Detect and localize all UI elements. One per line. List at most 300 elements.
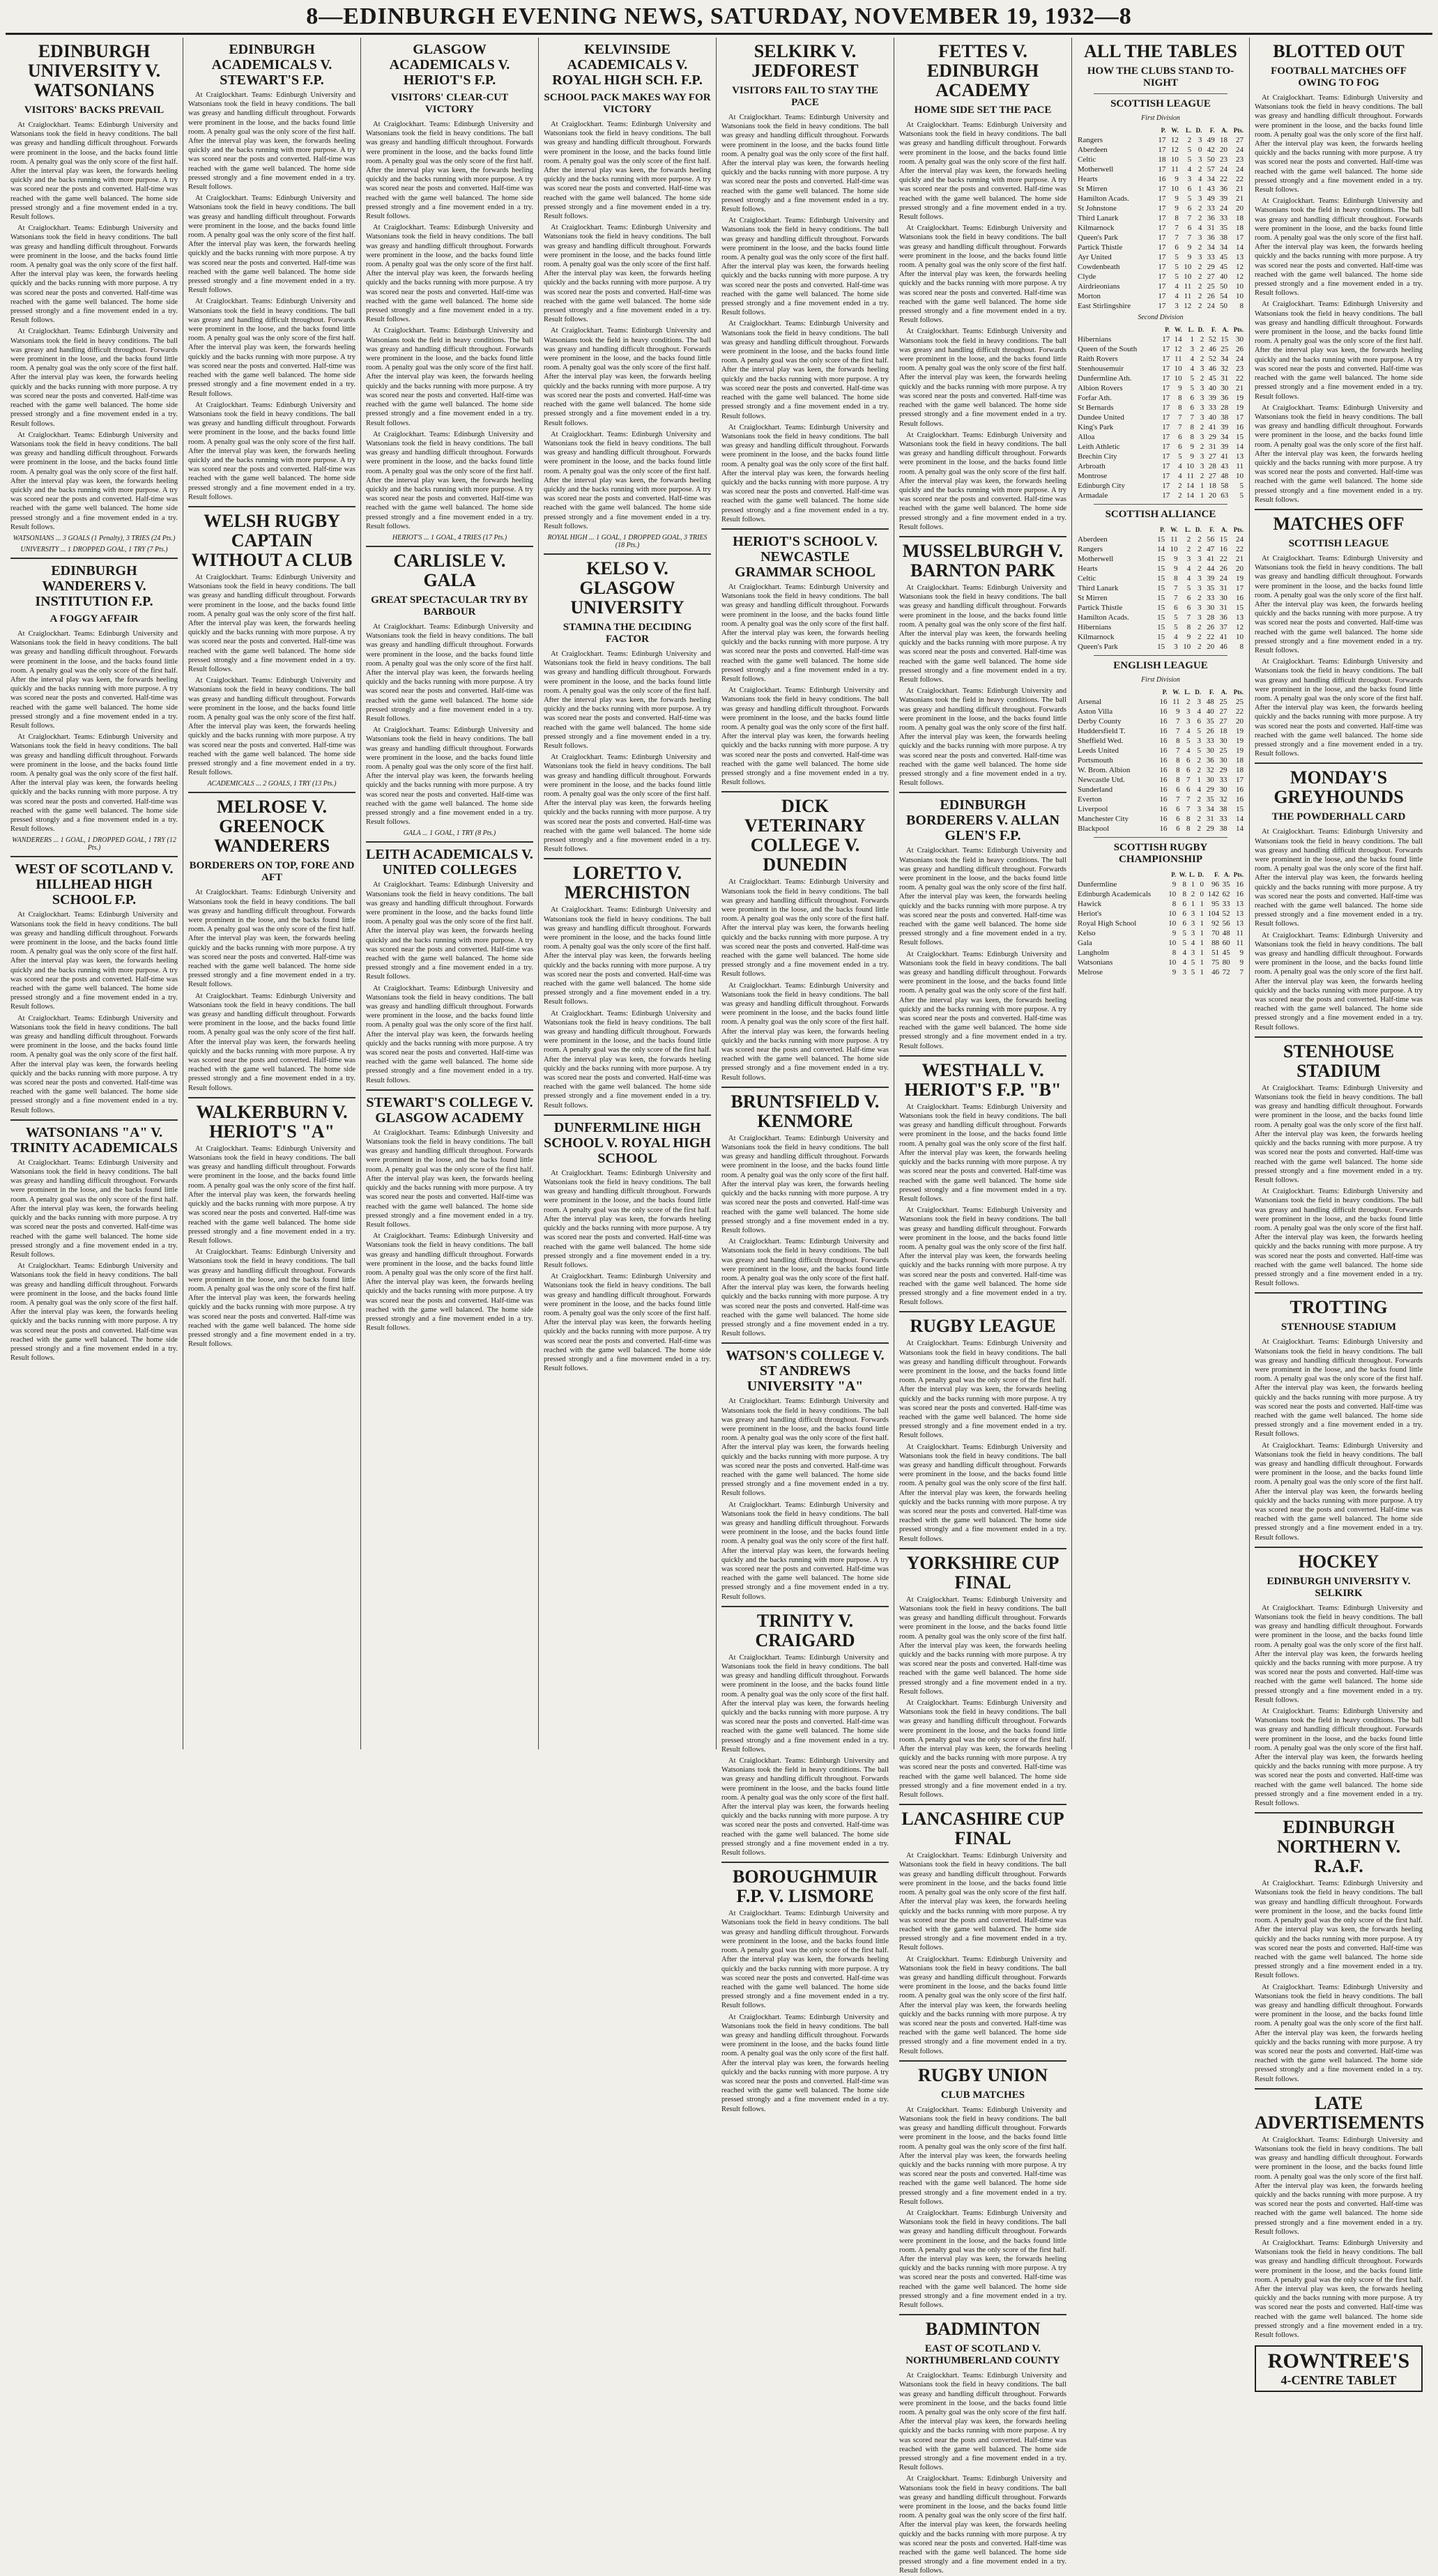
article-paragraph: At Craiglockhart. Teams: Edinburgh University and Watsonians took the field in heavy conditions. The ball was greasy and handling difficult throughout. Forwards were prominent in the loose, and the backs found little room. A penalty goal was the only score of the first half. After the interval play was keen, the forwards heeling quickly and the backs running with more purpose. A try was scored near the posts and converted. Half-time was reached with the game well balanced. The home side pressed strongly and a fine movement ended in a try. Result follows.: [10, 1158, 178, 1259]
article-headline: DICK VETERINARY COLLEGE V. DUNEDIN: [744, 796, 866, 875]
table-cell: 8: [1178, 404, 1182, 412]
article-divider: [188, 792, 355, 793]
table-cell: 4: [1186, 565, 1191, 573]
table-cell: 2: [1197, 815, 1201, 823]
table-cell: 33: [1220, 214, 1228, 222]
table-cell: 4: [1175, 292, 1179, 300]
table-cell: 49: [1207, 136, 1215, 144]
table-cell: 22: [1236, 545, 1244, 553]
table-cell: 4: [1182, 958, 1187, 967]
article-paragraph: At Craiglockhart. Teams: Edinburgh University and Watsonians took the field in heavy conditions. The ball was greasy and handling difficult throughout. Forwards were prominent in the loose, and the backs found little room. A penalty goal was the only score of the first half. After the interval play was keen, the forwards heeling quickly and the backs running with more purpose. A try was scored near the posts and converted. Half-time was reached with the game well balanced. The home side pressed strongly and a fine movement ended in a try. Result follows.: [899, 1103, 1066, 1203]
article-body: [899, 2106, 1066, 2310]
table-cell: 8: [1186, 623, 1191, 631]
table-cell: Blackpool: [1078, 825, 1110, 833]
table-cell: 30: [1219, 756, 1227, 765]
table-row: [1077, 262, 1244, 272]
article-subhead: BORDERERS ON TOP, FORE AND AFT: [189, 860, 355, 884]
divider: [1094, 93, 1227, 94]
article-paragraph: At Craiglockhart. Teams: Edinburgh University and Watsonians took the field in heavy conditions. The ball was greasy and handling difficult throughout. Forwards were prominent in the loose, and the backs found little room. A penalty goal was the only score of the first half. After the interval play was keen, the forwards heeling quickly and the backs running with more purpose. A try was scored near the posts and converted. Half-time was reached with the game well balanced. The home side pressed strongly and a fine movement ended in a try. Result follows.: [899, 847, 1066, 947]
article-headline: KELVINSIDE ACADEMICALS V. ROYAL HIGH SCH. F.P.: [552, 42, 703, 88]
table-header-cell: D.: [1195, 689, 1201, 696]
article-divider: [366, 1089, 533, 1091]
table-cell: 18: [1220, 136, 1228, 144]
article-paragraph: At Craiglockhart. Teams: Edinburgh University and Watsonians took the field in heavy conditions. The ball was greasy and handling difficult throughout. Forwards were prominent in the loose, and the backs found little room. A penalty goal was the only score of the first half. After the interval play was keen, the forwards heeling quickly and the backs running with more purpose. A try was scored near the posts and converted. Half-time was reached with the game well balanced. The home side pressed strongly and a fine movement ended in a try. Result follows.: [1255, 1983, 1423, 2083]
table-cell: 40: [1220, 273, 1228, 281]
table-cell: 16: [1159, 795, 1168, 804]
table-cell: 13: [1236, 613, 1244, 622]
table-cell: Aberdeen: [1078, 146, 1108, 154]
table-cell: 36: [1207, 214, 1215, 222]
table-cell: 31: [1208, 443, 1216, 451]
divider: [1094, 837, 1227, 838]
table-row: [1077, 756, 1244, 765]
table-row: [1077, 194, 1244, 204]
article-paragraph: At Craiglockhart. Teams: Edinburgh University and Watsonians took the field in heavy conditions. The ball was greasy and handling difficult throughout. Forwards were prominent in the loose, and the backs found little room. A penalty goal was the only score of the first half. After the interval play was keen, the forwards heeling quickly and the backs running with more purpose. A try was scored near the posts and converted. Half-time was reached with the game well balanced. The home side pressed strongly and a fine movement ended in a try. Result follows.: [1255, 554, 1423, 654]
table-cell: 9: [1186, 633, 1191, 641]
article-divider: [10, 558, 178, 559]
table-cell: 2: [1197, 766, 1201, 774]
table-cell: 27: [1208, 472, 1216, 480]
table-cell: Montrose: [1078, 472, 1108, 480]
table-cell: 48: [1206, 698, 1214, 706]
table-row: [1077, 775, 1244, 785]
table-row: [1077, 374, 1244, 383]
article-headline: STEWART'S COLLEGE V. GLASGOW ACADEMY: [366, 1094, 533, 1126]
table-row: [1077, 726, 1244, 736]
table-cell: 15: [1157, 633, 1165, 641]
table-cell: Third Lanark: [1078, 584, 1119, 592]
table-cell: 9: [1187, 243, 1192, 252]
article-paragraph: At Craiglockhart. Teams: Edinburgh University and Watsonians took the field in heavy conditions. The ball was greasy and handling difficult throughout. Forwards were prominent in the loose, and the backs found little room. A penalty goal was the only score of the first half. After the interval play was keen, the forwards heeling quickly and the backs running with more purpose. A try was scored near the posts and converted. Half-time was reached with the game well balanced. The home side pressed strongly and a fine movement ended in a try. Result follows.: [721, 423, 889, 523]
table-cell: 5: [1175, 273, 1179, 281]
table-cell: 3: [1200, 452, 1204, 461]
table-row: [1077, 603, 1244, 613]
table-cell: 24: [1236, 146, 1244, 154]
article-subhead: CLUB MATCHES: [940, 2089, 1025, 2101]
table-header-cell: P.: [1160, 526, 1165, 533]
table-cell: 35: [1206, 717, 1214, 726]
table-cell: 3: [1198, 574, 1202, 583]
column-6: [894, 38, 1072, 2575]
table-cell: 16: [1236, 423, 1244, 431]
article-divider: [721, 1862, 889, 1863]
article-paragraph: At Craiglockhart. Teams: Edinburgh University and Watsonians took the field in heavy conditions. The ball was greasy and handling difficult throughout. Forwards were prominent in the loose, and the backs found little room. A penalty goal was the only score of the first half. After the interval play was keen, the forwards heeling quickly and the backs running with more purpose. A try was scored near the posts and converted. Half-time was reached with the game well balanced. The home side pressed strongly and a fine movement ended in a try. Result follows.: [188, 401, 355, 501]
table-cell: 3: [1197, 737, 1201, 745]
table-cell: 16: [1159, 717, 1168, 726]
article-divider: [1255, 509, 1423, 510]
table-cell: 30: [1206, 746, 1214, 755]
table-cell: 22: [1236, 374, 1244, 383]
table-row: [1077, 899, 1244, 909]
table-header-row: [1077, 325, 1244, 335]
table-row: [1077, 880, 1244, 889]
article-headline: LATE ADVERTISEMENTS: [1255, 2092, 1425, 2133]
table-cell: 15: [1157, 604, 1165, 612]
table-cell: 36: [1206, 756, 1214, 765]
table-header-cell: A.: [1222, 326, 1229, 333]
table-cell: 15: [1157, 584, 1165, 592]
table-cell: 0: [1200, 890, 1204, 898]
table-cell: St Mirren: [1078, 594, 1108, 602]
table-cell: 7: [1186, 613, 1191, 622]
table-cell: 4: [1197, 785, 1201, 794]
table-cell: 52: [1222, 910, 1230, 918]
table-cell: 26: [1219, 565, 1227, 573]
table-cell: 17: [1236, 233, 1244, 242]
article-paragraph: At Craiglockhart. Teams: Edinburgh University and Watsonians took the field in heavy conditions. The ball was greasy and handling difficult throughout. Forwards were prominent in the loose, and the backs found little room. A penalty goal was the only score of the first half. After the interval play was keen, the forwards heeling quickly and the backs running with more purpose. A try was scored near the posts and converted. Half-time was reached with the game well balanced. The home side pressed strongly and a fine movement ended in a try. Result follows.: [544, 430, 711, 530]
table-cell: 16: [1159, 707, 1168, 716]
table-cell: 10: [1174, 365, 1182, 373]
table-cell: St Mirren: [1078, 185, 1108, 193]
table-cell: 5: [1178, 452, 1182, 461]
table-cell: W. Brom. Albion: [1078, 766, 1131, 774]
article-headline: HERIOT'S SCHOOL V. NEWCASTLE GRAMMAR SCHOOL: [733, 533, 878, 580]
article-paragraph: At Craiglockhart. Teams: Edinburgh University and Watsonians took the field in heavy conditions. The ball was greasy and handling difficult throughout. Forwards were prominent in the loose, and the backs found little room. A penalty goal was the only score of the first half. After the interval play was keen, the forwards heeling quickly and the backs running with more purpose. A try was scored near the posts and converted. Half-time was reached with the game well balanced. The home side pressed strongly and a fine movement ended in a try. Result follows.: [366, 984, 533, 1084]
table-cell: 14: [1236, 825, 1244, 833]
table-cell: 24: [1236, 355, 1244, 363]
table-cell: 7: [1175, 233, 1179, 242]
table-cell: 15: [1221, 335, 1229, 344]
table-cell: 8: [1175, 214, 1179, 222]
table-cell: 27: [1219, 707, 1227, 716]
article-paragraph: At Craiglockhart. Teams: Edinburgh University and Watsonians took the field in heavy conditions. The ball was greasy and handling difficult throughout. Forwards were prominent in the loose, and the backs found little room. A penalty goal was the only score of the first half. After the interval play was keen, the forwards heeling quickly and the backs running with more purpose. A try was scored near the posts and converted. Half-time was reached with the game well balanced. The home side pressed strongly and a fine movement ended in a try. Result follows.: [544, 753, 711, 854]
article-headline: WELSH RUGBY CAPTAIN WITHOUT A CLUB: [191, 510, 353, 570]
article-headline: TROTTING: [1290, 1297, 1388, 1318]
table-cell: 5: [1187, 194, 1192, 203]
table-cell: 5: [1239, 491, 1244, 500]
article-paragraph: At Craiglockhart. Teams: Edinburgh University and Watsonians took the field in heavy conditions. The ball was greasy and handling difficult throughout. Forwards were prominent in the loose, and the backs found little room. A penalty goal was the only score of the first half. After the interval play was keen, the forwards heeling quickly and the backs running with more purpose. A try was scored near the posts and converted. Half-time was reached with the game well balanced. The home side pressed strongly and a fine movement ended in a try. Result follows.: [366, 430, 533, 530]
article-body: [1255, 1604, 1423, 1808]
table-header-cell: Pts.: [1233, 526, 1244, 533]
table-cell: 39: [1207, 574, 1215, 583]
table-cell: 9: [1190, 452, 1195, 461]
table-cell: 3: [1191, 910, 1195, 918]
article-paragraph: At Craiglockhart. Teams: Edinburgh University and Watsonians took the field in heavy conditions. The ball was greasy and handling difficult throughout. Forwards were prominent in the loose, and the backs found little room. A penalty goal was the only score of the first half. After the interval play was keen, the forwards heeling quickly and the backs running with more purpose. A try was scored near the posts and converted. Half-time was reached with the game well balanced. The home side pressed strongly and a fine movement ended in a try. Result follows.: [1255, 1338, 1423, 1439]
table-header-cell: F.: [1211, 326, 1216, 333]
article-headline: CARLISLE V. GALA: [393, 550, 506, 590]
table-header-cell: [1077, 870, 1166, 880]
article-paragraph: At Craiglockhart. Teams: Edinburgh University and Watsonians took the field in heavy conditions. The ball was greasy and handling difficult throughout. Forwards were prominent in the loose, and the backs found little room. A penalty goal was the only score of the first half. After the interval play was keen, the forwards heeling quickly and the backs running with more purpose. A try was scored near the posts and converted. Half-time was reached with the game well balanced. The home side pressed strongly and a fine movement ended in a try. Result follows.: [721, 1238, 889, 1338]
table-cell: 28: [1207, 613, 1215, 622]
article-paragraph: At Craiglockhart. Teams: Edinburgh University and Watsonians took the field in heavy conditions. The ball was greasy and handling difficult throughout. Forwards were prominent in the loose, and the backs found little room. A penalty goal was the only score of the first half. After the interval play was keen, the forwards heeling quickly and the backs running with more purpose. A try was scored near the posts and converted. Half-time was reached with the game well balanced. The home side pressed strongly and a fine movement ended in a try. Result follows.: [366, 121, 533, 221]
table-cell: 35: [1220, 224, 1228, 232]
table-cell: 16: [1159, 785, 1168, 794]
table-cell: 2: [1198, 623, 1202, 631]
table-cell: 2: [1186, 698, 1191, 706]
table-cell: 10: [1168, 890, 1177, 898]
table-cell: 3: [1186, 707, 1191, 716]
table-cell: 14: [1186, 491, 1195, 500]
article-paragraph: At Craiglockhart. Teams: Edinburgh University and Watsonians took the field in heavy conditions. The ball was greasy and handling difficult throughout. Forwards were prominent in the loose, and the backs found little room. A penalty goal was the only score of the first half. After the interval play was keen, the forwards heeling quickly and the backs running with more purpose. A try was scored near the posts and converted. Half-time was reached with the game well balanced. The home side pressed strongly and a fine movement ended in a try. Result follows.: [899, 2106, 1066, 2206]
article-divider: [1255, 1036, 1423, 1038]
article-headline: LORETTO V. MERCHISTON: [564, 863, 691, 903]
article-paragraph: At Craiglockhart. Teams: Edinburgh University and Watsonians took the field in heavy conditions. The ball was greasy and handling difficult throughout. Forwards were prominent in the loose, and the backs found little room. A penalty goal was the only score of the first half. After the interval play was keen, the forwards heeling quickly and the backs running with more purpose. A try was scored near the posts and converted. Half-time was reached with the game well balanced. The home side pressed strongly and a fine movement ended in a try. Result follows.: [10, 911, 178, 1011]
table-cell: 16: [1236, 890, 1244, 898]
table-cell: 1: [1191, 880, 1195, 889]
table-cell: 17: [1162, 433, 1170, 441]
article-body: [721, 1397, 889, 1601]
article-headline: KELSO V. GLASGOW UNIVERSITY: [570, 558, 684, 618]
table-cell: 16: [1159, 698, 1168, 706]
article-body: [1255, 1879, 1423, 2083]
table-cell: 29: [1208, 433, 1216, 441]
table-row: [1077, 544, 1244, 554]
table-cell: 17: [1162, 452, 1170, 461]
table-cell: 2: [1198, 214, 1202, 222]
table-name: SCOTTISH ALLIANCE: [1105, 509, 1216, 520]
article-subhead: STENHOUSE STADIUM: [1280, 1321, 1397, 1333]
table-cell: 33: [1222, 900, 1230, 908]
article-paragraph: At Craiglockhart. Teams: Edinburgh University and Watsonians took the field in heavy conditions. The ball was greasy and handling difficult throughout. Forwards were prominent in the loose, and the backs found little room. A penalty goal was the only score of the first half. After the interval play was keen, the forwards heeling quickly and the backs running with more purpose. A try was scored near the posts and converted. Half-time was reached with the game well balanced. The home side pressed strongly and a fine movement ended in a try. Result follows.: [721, 114, 889, 214]
table-cell: Rangers: [1078, 545, 1103, 553]
table-cell: Dunfermline: [1078, 880, 1117, 889]
column-3: [361, 38, 539, 1749]
article-divider: [1255, 762, 1423, 764]
table-cell: 41: [1208, 423, 1216, 431]
article-body: [899, 1103, 1066, 1307]
article-headline: MATCHES OFF: [1273, 513, 1405, 534]
article-paragraph: At Craiglockhart. Teams: Edinburgh University and Watsonians took the field in heavy conditions. The ball was greasy and handling difficult throughout. Forwards were prominent in the loose, and the backs found little room. A penalty goal was the only score of the first half. After the interval play was keen, the forwards heeling quickly and the backs running with more purpose. A try was scored near the posts and converted. Half-time was reached with the game well balanced. The home side pressed strongly and a fine movement ended in a try. Result follows.: [899, 1852, 1066, 1952]
table-cell: 6: [1178, 443, 1182, 451]
table-cell: 9: [1239, 958, 1244, 967]
table-cell: 16: [1236, 880, 1244, 889]
article-divider: [1255, 1812, 1423, 1814]
table-cell: 5: [1190, 384, 1195, 392]
table-cell: 10: [1183, 643, 1191, 651]
table-cell: 142: [1207, 890, 1220, 898]
table-cell: King's Park: [1078, 423, 1114, 431]
table-cell: 4: [1186, 727, 1191, 735]
table-cell: 29: [1207, 263, 1215, 271]
table-cell: 18: [1236, 766, 1244, 774]
article-headline: RUGBY UNION: [917, 2064, 1048, 2085]
article-divider: [544, 858, 711, 859]
table-cell: 2: [1200, 374, 1204, 383]
article-paragraph: At Craiglockhart. Teams: Edinburgh University and Watsonians took the field in heavy conditions. The ball was greasy and handling difficult throughout. Forwards were prominent in the loose, and the backs found little room. A penalty goal was the only score of the first half. After the interval play was keen, the forwards heeling quickly and the backs running with more purpose. A try was scored near the posts and converted. Half-time was reached with the game well balanced. The home side pressed strongly and a fine movement ended in a try. Result follows.: [1255, 1441, 1423, 1542]
table-header-cell: Pts.: [1233, 127, 1244, 134]
table-cell: Queen's Park: [1078, 233, 1118, 242]
article-headline: EDINBURGH WANDERERS V. INSTITUTION F.P.: [35, 562, 153, 609]
article-paragraph: At Craiglockhart. Teams: Edinburgh University and Watsonians took the field in heavy conditions. The ball was greasy and handling difficult throughout. Forwards were prominent in the loose, and the backs found little room. A penalty goal was the only score of the first half. After the interval play was keen, the forwards heeling quickly and the backs running with more purpose. A try was scored near the posts and converted. Half-time was reached with the game well balanced. The home side pressed strongly and a fine movement ended in a try. Result follows.: [188, 1248, 355, 1349]
table-cell: 41: [1221, 452, 1229, 461]
table-cell: 15: [1157, 623, 1165, 631]
table-cell: 16: [1159, 727, 1168, 735]
table-cell: 11: [1172, 698, 1180, 706]
table-cell: 17: [1158, 204, 1166, 213]
table-row: [1077, 422, 1244, 432]
article-paragraph: At Craiglockhart. Teams: Edinburgh University and Watsonians took the field in heavy conditions. The ball was greasy and handling difficult throughout. Forwards were prominent in the loose, and the backs found little room. A penalty goal was the only score of the first half. After the interval play was keen, the forwards heeling quickly and the backs running with more purpose. A try was scored near the posts and converted. Half-time was reached with the game well balanced. The home side pressed strongly and a fine movement ended in a try. Result follows.: [188, 677, 355, 777]
table-cell: 46: [1208, 365, 1216, 373]
article-paragraph: At Craiglockhart. Teams: Edinburgh University and Watsonians took the field in heavy conditions. The ball was greasy and handling difficult throughout. Forwards were prominent in the loose, and the backs found little room. A penalty goal was the only score of the first half. After the interval play was keen, the forwards heeling quickly and the backs running with more purpose. A try was scored near the posts and converted. Half-time was reached with the game well balanced. The home side pressed strongly and a fine movement ended in a try. Result follows.: [721, 1757, 889, 1857]
table-header-cell: D.: [1195, 526, 1202, 533]
article-subhead: VISITORS' BACKS PREVAIL: [24, 105, 165, 116]
table-cell: 25: [1219, 746, 1227, 755]
table-cell: 17: [1158, 263, 1166, 271]
table-row: [1077, 452, 1244, 461]
article-paragraph: At Craiglockhart. Teams: Edinburgh University and Watsonians took the field in heavy conditions. The ball was greasy and handling difficult throughout. Forwards were prominent in the loose, and the backs found little room. A penalty goal was the only score of the first half. After the interval play was keen, the forwards heeling quickly and the backs running with more purpose. A try was scored near the posts and converted. Half-time was reached with the game well balanced. The home side pressed strongly and a fine movement ended in a try. Result follows.: [544, 906, 711, 1006]
table-row: [1077, 291, 1244, 301]
article-headline: RUGBY LEAGUE: [910, 1316, 1056, 1337]
article-paragraph: At Craiglockhart. Teams: Edinburgh University and Watsonians took the field in heavy conditions. The ball was greasy and handling difficult throughout. Forwards were prominent in the loose, and the backs found little room. A penalty goal was the only score of the first half. After the interval play was keen, the forwards heeling quickly and the backs running with more purpose. A try was scored near the posts and converted. Half-time was reached with the game well balanced. The home side pressed strongly and a fine movement ended in a try. Result follows.: [544, 1273, 711, 1373]
table-cell: 12: [1184, 302, 1192, 310]
table-row: [1077, 184, 1244, 194]
table-cell: 57: [1207, 165, 1215, 174]
table-cell: 14: [1157, 545, 1165, 553]
article-body: [721, 113, 889, 524]
table-cell: 21: [1236, 555, 1244, 563]
article-paragraph: At Craiglockhart. Teams: Edinburgh University and Watsonians took the field in heavy conditions. The ball was greasy and handling difficult throughout. Forwards were prominent in the loose, and the backs found little room. A penalty goal was the only score of the first half. After the interval play was keen, the forwards heeling quickly and the backs running with more purpose. A try was scored near the posts and converted. Half-time was reached with the game well balanced. The home side pressed strongly and a fine movement ended in a try. Result follows.: [366, 327, 533, 427]
table-cell: Melrose: [1078, 968, 1103, 976]
table-cell: 15: [1236, 604, 1244, 612]
table-cell: 9: [1172, 880, 1177, 889]
table-cell: 34: [1206, 805, 1214, 813]
table-cell: 24: [1236, 165, 1244, 174]
article-headline: BLOTTED OUT: [1273, 41, 1405, 61]
table-cell: Leeds United: [1078, 746, 1119, 755]
table-cell: 6: [1187, 204, 1192, 213]
table-cell: 19: [1236, 737, 1244, 745]
match-result: GALA ... 1 GOAL, 1 TRY (8 Pts.): [403, 829, 496, 838]
table-cell: 0: [1200, 880, 1204, 889]
table-row: [1077, 785, 1244, 795]
table-cell: 39: [1221, 443, 1229, 451]
article-paragraph: At Craiglockhart. Teams: Edinburgh University and Watsonians took the field in heavy conditions. The ball was greasy and handling difficult throughout. Forwards were prominent in the loose, and the backs found little room. A penalty goal was the only score of the first half. After the interval play was keen, the forwards heeling quickly and the backs running with more purpose. A try was scored near the posts and converted. Half-time was reached with the game well balanced. The home side pressed strongly and a fine movement ended in a try. Result follows.: [188, 573, 355, 673]
table-cell: 29: [1206, 785, 1214, 794]
article-headline: EDINBURGH UNIVERSITY V. WATSONIANS: [27, 41, 161, 100]
article-paragraph: At Craiglockhart. Teams: Edinburgh University and Watsonians took the field in heavy conditions. The ball was greasy and handling difficult throughout. Forwards were prominent in the loose, and the backs found little room. A penalty goal was the only score of the first half. After the interval play was keen, the forwards heeling quickly and the backs running with more purpose. A try was scored near the posts and converted. Half-time was reached with the game well balanced. The home side pressed strongly and a fine movement ended in a try. Result follows.: [899, 121, 1066, 222]
table-row: [1077, 928, 1244, 938]
table-cell: 12: [1170, 146, 1179, 154]
article-headline: LEITH ACADEMICALS V. UNITED COLLEGES: [366, 847, 533, 878]
table-cell: 3: [1200, 433, 1204, 441]
table-cell: 11: [1186, 472, 1195, 480]
article-paragraph: At Craiglockhart. Teams: Edinburgh University and Watsonians took the field in heavy conditions. The ball was greasy and handling difficult throughout. Forwards were prominent in the loose, and the backs found little room. A penalty goal was the only score of the first half. After the interval play was keen, the forwards heeling quickly and the backs running with more purpose. A try was scored near the posts and converted. Half-time was reached with the game well balanced. The home side pressed strongly and a fine movement ended in a try. Result follows.: [1255, 1084, 1423, 1184]
table-header-row: [1077, 870, 1244, 880]
table-cell: 1: [1200, 919, 1204, 928]
article-paragraph: At Craiglockhart. Teams: Edinburgh University and Watsonians took the field in heavy conditions. The ball was greasy and handling difficult throughout. Forwards were prominent in the loose, and the backs found little room. A penalty goal was the only score of the first half. After the interval play was keen, the forwards heeling quickly and the backs running with more purpose. A try was scored near the posts and converted. Half-time was reached with the game well balanced. The home side pressed strongly and a fine movement ended in a try. Result follows.: [899, 1699, 1066, 1800]
table-cell: 5: [1182, 939, 1187, 947]
table-cell: 2: [1200, 472, 1204, 480]
table-cell: 3: [1200, 384, 1204, 392]
table-cell: 7: [1187, 214, 1192, 222]
table-header-cell: A.: [1221, 689, 1227, 696]
article-paragraph: At Craiglockhart. Teams: Edinburgh University and Watsonians took the field in heavy conditions. The ball was greasy and handling difficult throughout. Forwards were prominent in the loose, and the backs found little room. A penalty goal was the only score of the first half. After the interval play was keen, the forwards heeling quickly and the backs running with more purpose. A try was scored near the posts and converted. Half-time was reached with the game well balanced. The home side pressed strongly and a fine movement ended in a try. Result follows.: [10, 121, 178, 222]
article-body: [10, 910, 178, 1114]
article-paragraph: At Craiglockhart. Teams: Edinburgh University and Watsonians took the field in heavy conditions. The ball was greasy and handling difficult throughout. Forwards were prominent in the loose, and the backs found little room. A penalty goal was the only score of the first half. After the interval play was keen, the forwards heeling quickly and the backs running with more purpose. A try was scored near the posts and converted. Half-time was reached with the game well balanced. The home side pressed strongly and a fine movement ended in a try. Result follows.: [899, 583, 1066, 684]
table-cell: 48: [1222, 929, 1230, 937]
table-cell: 6: [1176, 785, 1180, 794]
table-cell: 12: [1174, 345, 1182, 353]
table-header-cell: L.: [1188, 871, 1195, 878]
table-cell: 2: [1198, 282, 1202, 291]
table-cell: 45: [1220, 253, 1228, 261]
table-cell: Sunderland: [1078, 785, 1113, 794]
article-paragraph: At Craiglockhart. Teams: Edinburgh University and Watsonians took the field in heavy conditions. The ball was greasy and handling difficult throughout. Forwards were prominent in the loose, and the backs found little room. A penalty goal was the only score of the first half. After the interval play was keen, the forwards heeling quickly and the backs running with more purpose. A try was scored near the posts and converted. Half-time was reached with the game well balanced. The home side pressed strongly and a fine movement ended in a try. Result follows.: [1255, 197, 1423, 298]
article-paragraph: At Craiglockhart. Teams: Edinburgh University and Watsonians took the field in heavy conditions. The ball was greasy and handling difficult throughout. Forwards were prominent in the loose, and the backs found little room. A penalty goal was the only score of the first half. After the interval play was keen, the forwards heeling quickly and the backs running with more purpose. A try was scored near the posts and converted. Half-time was reached with the game well balanced. The home side pressed strongly and a fine movement ended in a try. Result follows.: [899, 224, 1066, 325]
article-divider: [899, 1548, 1066, 1549]
table-cell: 50: [1220, 282, 1228, 291]
article-body: [544, 1169, 711, 1373]
table-row: [1077, 442, 1244, 452]
table-cell: 2: [1200, 355, 1204, 363]
table-row: [1077, 413, 1244, 422]
table-row: [1077, 642, 1244, 652]
table-cell: 8: [1178, 394, 1182, 402]
table-cell: 16: [1159, 825, 1168, 833]
table-cell: 41: [1219, 633, 1227, 641]
article-paragraph: At Craiglockhart. Teams: Edinburgh University and Watsonians took the field in heavy conditions. The ball was greasy and handling difficult throughout. Forwards were prominent in the loose, and the backs found little room. A penalty goal was the only score of the first half. After the interval play was keen, the forwards heeling quickly and the backs running with more purpose. A try was scored near the posts and converted. Half-time was reached with the game well balanced. The home side pressed strongly and a fine movement ended in a try. Result follows.: [1255, 658, 1423, 758]
article-divider: [10, 1119, 178, 1121]
table-row: [1077, 344, 1244, 354]
table-cell: 33: [1206, 737, 1214, 745]
article-divider: [721, 1606, 889, 1607]
table-row: [1077, 824, 1244, 834]
table-cell: 10: [1236, 633, 1244, 641]
article-divider: [899, 1055, 1066, 1057]
table-cell: 6: [1186, 594, 1191, 602]
table-cell: 10: [1168, 939, 1177, 947]
table-cell: 15: [1236, 805, 1244, 813]
table-header-cell: Pts.: [1233, 871, 1244, 878]
table-cell: Hearts: [1078, 175, 1098, 183]
article-headline: BOROUGHMUIR F.P. V. LISMORE: [733, 1866, 878, 1907]
article-paragraph: At Craiglockhart. Teams: Edinburgh University and Watsonians took the field in heavy conditions. The ball was greasy and handling difficult throughout. Forwards were prominent in the loose, and the backs found little room. A penalty goal was the only score of the first half. After the interval play was keen, the forwards heeling quickly and the backs running with more purpose. A try was scored near the posts and converted. Half-time was reached with the game well balanced. The home side pressed strongly and a fine movement ended in a try. Result follows.: [899, 1443, 1066, 1543]
table-division: First Division: [1141, 114, 1180, 122]
table-cell: 1: [1200, 910, 1204, 918]
table-cell: 33: [1219, 776, 1227, 784]
table-cell: 36: [1220, 185, 1228, 193]
article-body: [721, 877, 889, 1082]
table-header-row: [1077, 125, 1244, 135]
table-row: [1077, 491, 1244, 500]
table-cell: 17: [1158, 194, 1166, 203]
table-cell: 23: [1220, 155, 1228, 164]
table-cell: 33: [1207, 594, 1215, 602]
table-cell: 16: [1158, 175, 1166, 183]
article-divider: [899, 536, 1066, 537]
table-cell: 18: [1236, 756, 1244, 765]
table-cell: 39: [1208, 394, 1216, 402]
table-cell: 10: [1236, 292, 1244, 300]
table-cell: 43: [1207, 185, 1215, 193]
article-headline: SELKIRK V. JEDFOREST: [751, 41, 859, 81]
table-cell: 24: [1219, 574, 1227, 583]
table-cell: 6: [1186, 766, 1191, 774]
table-cell: 17: [1158, 273, 1166, 281]
table-cell: East Stirlingshire: [1078, 302, 1131, 310]
table-cell: 45: [1208, 374, 1216, 383]
table-cell: 10: [1170, 545, 1178, 553]
table-cell: 14: [1174, 335, 1182, 344]
article-paragraph: At Craiglockhart. Teams: Edinburgh University and Watsonians took the field in heavy conditions. The ball was greasy and handling difficult throughout. Forwards were prominent in the loose, and the backs found little room. A penalty goal was the only score of the first half. After the interval play was keen, the forwards heeling quickly and the backs running with more purpose. A try was scored near the posts and converted. Half-time was reached with the game well balanced. The home side pressed strongly and a fine movement ended in a try. Result follows.: [721, 217, 889, 317]
table-cell: 17: [1162, 365, 1170, 373]
table-cell: 9: [1187, 253, 1192, 261]
table-cell: 4: [1191, 939, 1195, 947]
article-body: [721, 583, 889, 787]
table-cell: 12: [1236, 263, 1244, 271]
article-body: [544, 120, 711, 531]
table-cell: 4: [1198, 224, 1202, 232]
table-cell: 13: [1236, 900, 1244, 908]
table-cell: 1: [1200, 491, 1204, 500]
table-cell: 30: [1219, 785, 1227, 794]
article-headline: STENHOUSE STADIUM: [1283, 1041, 1394, 1081]
table-cell: 3: [1200, 365, 1204, 373]
table-cell: 17: [1162, 345, 1170, 353]
table-cell: 8: [1172, 900, 1177, 908]
table-cell: 16: [1159, 737, 1168, 745]
table-cell: 15: [1157, 555, 1165, 563]
